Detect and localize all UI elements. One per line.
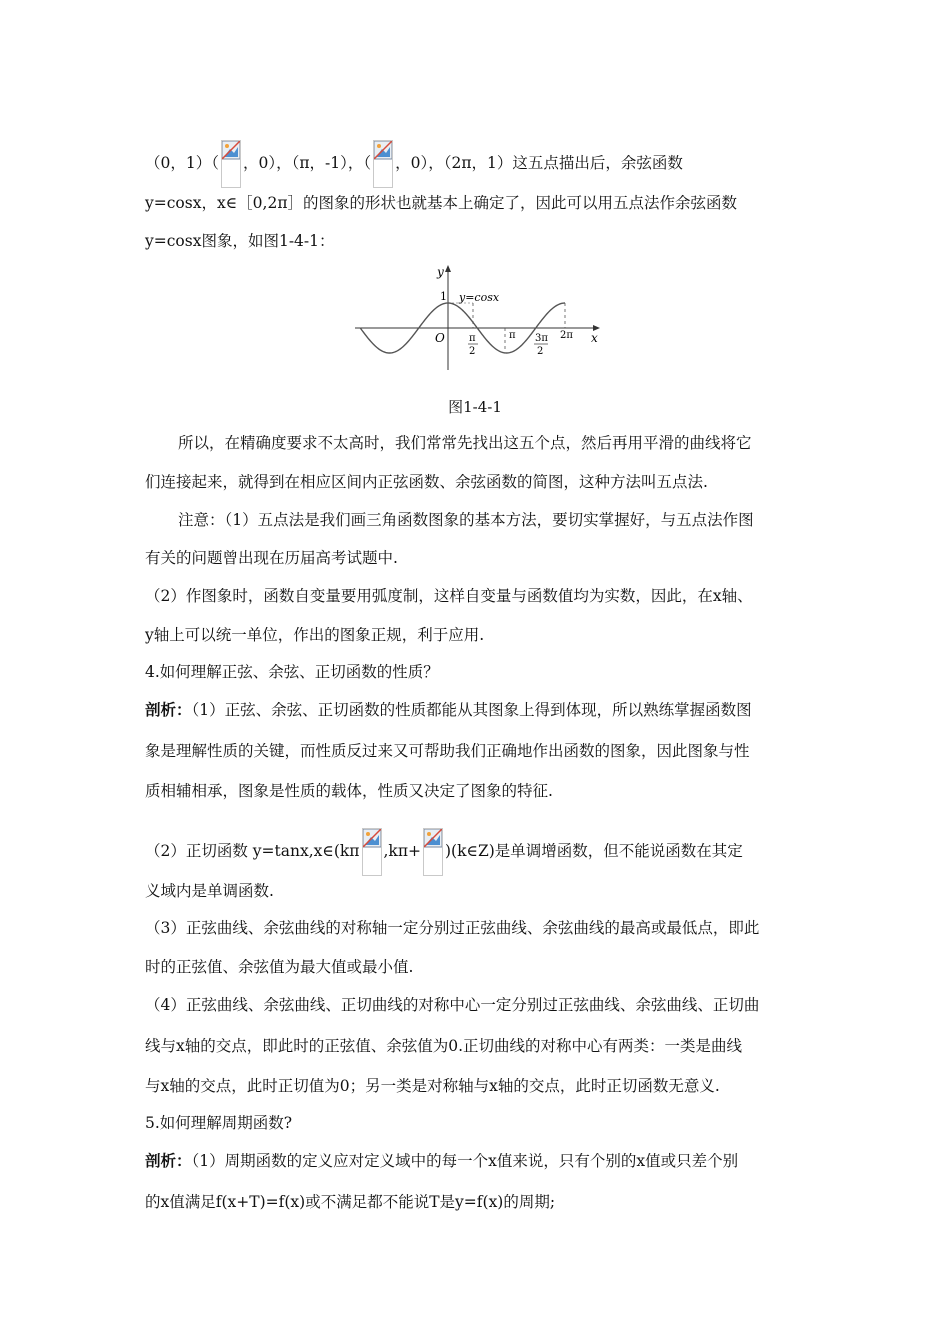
text-line: y=cosx图象，如图1-4-1： xyxy=(145,232,335,250)
broken-image-icon xyxy=(423,828,443,876)
tick-pi-half-den: 2 xyxy=(469,346,476,357)
text-segment: （1）周期函数的定义应对定义域中的每一个x值来说，只有个别的x值或只差个别 xyxy=(191,1152,739,1170)
analysis-label: 剖析： xyxy=(145,1151,192,1170)
text-segment: （0，1）（ xyxy=(145,154,219,172)
text-segment: )(k∈Z)是单调增函数，但不能说函数在其定 xyxy=(445,842,743,860)
paragraph-line: 质相辅相承，图象是性质的载体，性质又决定了图象的特征. xyxy=(145,782,553,800)
paragraph-line: （3）正弦曲线、余弦曲线的对称轴一定分别过正弦曲线、余弦曲线的最高或最低点，即此 xyxy=(145,919,760,937)
y-axis-arrow xyxy=(445,265,451,272)
broken-image-icon xyxy=(362,828,382,876)
text-line-five-points xyxy=(145,140,683,188)
paragraph-line: 注意：（1）五点法是我们画三角函数图象的基本方法，要切实掌握好，与五点法作图 xyxy=(178,511,754,529)
figure-caption: 图1-4-1 xyxy=(448,398,502,416)
y-axis-label: y xyxy=(437,265,444,279)
paragraph-line: 义域内是单调函数. xyxy=(145,882,274,900)
paragraph-line: 与x轴的交点，此时正切值为0；另一类是对称轴与x轴的交点，此时正切函数无意义. xyxy=(145,1077,720,1095)
tick-pi-half-num: π xyxy=(469,333,476,344)
tick-three-pi-half-num: 3π xyxy=(535,333,548,344)
text-line-tangent xyxy=(145,828,743,876)
tick-three-pi-half-den: 2 xyxy=(537,346,544,357)
paragraph-line: （4）正弦曲线、余弦曲线、正切曲线的对称中心一定分别过正弦曲线、余弦曲线、正切曲 xyxy=(145,996,760,1014)
paragraph-line: （2）作图象时，函数自变量要用弧度制，这样自变量与函数值均为实数，因此，在x轴、 xyxy=(145,587,753,605)
paragraph-line: 时的正弦值、余弦值为最大值或最小值. xyxy=(145,958,414,976)
paragraph-line: 有关的问题曾出现在历届高考试题中. xyxy=(145,549,398,567)
broken-image-icon xyxy=(221,140,241,188)
paragraph-line: 象是理解性质的关键，而性质反过来又可帮助我们正确地作出函数的图象，因此图象与性 xyxy=(145,742,750,760)
paragraph-line: 的x值满足f(x+T)=f(x)或不满足都不能说T是y=f(x)的周期; xyxy=(145,1193,556,1211)
tick-label-one: 1 xyxy=(440,290,447,303)
text-line: y=cosx，x∈［0,2π］的图象的形状也就基本上确定了，因此可以用五点法作余弦函数 xyxy=(145,194,738,212)
analysis-line xyxy=(145,700,752,720)
question-heading: 4.如何理解正弦、余弦、正切函数的性质？ xyxy=(145,663,439,681)
tick-pi: π xyxy=(509,330,516,341)
tick-two-pi: 2π xyxy=(560,330,573,341)
cosine-graph-figure xyxy=(355,262,600,374)
broken-image-icon xyxy=(373,140,393,188)
text-segment: （2）正切函数 y=tanx,x∈(kπ xyxy=(145,842,360,860)
paragraph-line: 所以，在精确度要求不太高时，我们常常先找出这五个点，然后再用平滑的曲线将它 xyxy=(178,434,752,452)
x-axis-label: x xyxy=(591,331,598,345)
paragraph-line: 们连接起来，就得到在相应区间内正弦函数、余弦函数的简图，这种方法叫五点法. xyxy=(145,473,708,491)
curve-label: y=cosx xyxy=(459,291,500,304)
origin-label: O xyxy=(435,331,445,345)
question-heading: 5.如何理解周期函数? xyxy=(145,1114,293,1132)
text-segment: ，0），（π，-1），（ xyxy=(242,154,372,172)
text-segment: （1）正弦、余弦、正切函数的性质都能从其图象上得到体现，所以熟练掌握函数图 xyxy=(191,701,752,719)
analysis-label: 剖析： xyxy=(145,700,192,719)
analysis-line xyxy=(145,1151,738,1171)
paragraph-line: 线与x轴的交点，即此时的正弦值、余弦值为0.正切曲线的对称中心有两类：一类是曲线 xyxy=(145,1037,743,1055)
paragraph-line: y轴上可以统一单位，作出的图象正规，利于应用. xyxy=(145,626,485,644)
text-segment: ，0），（2π，1）这五点描出后，余弦函数 xyxy=(395,154,683,172)
text-segment: ,kπ+ xyxy=(383,842,421,860)
